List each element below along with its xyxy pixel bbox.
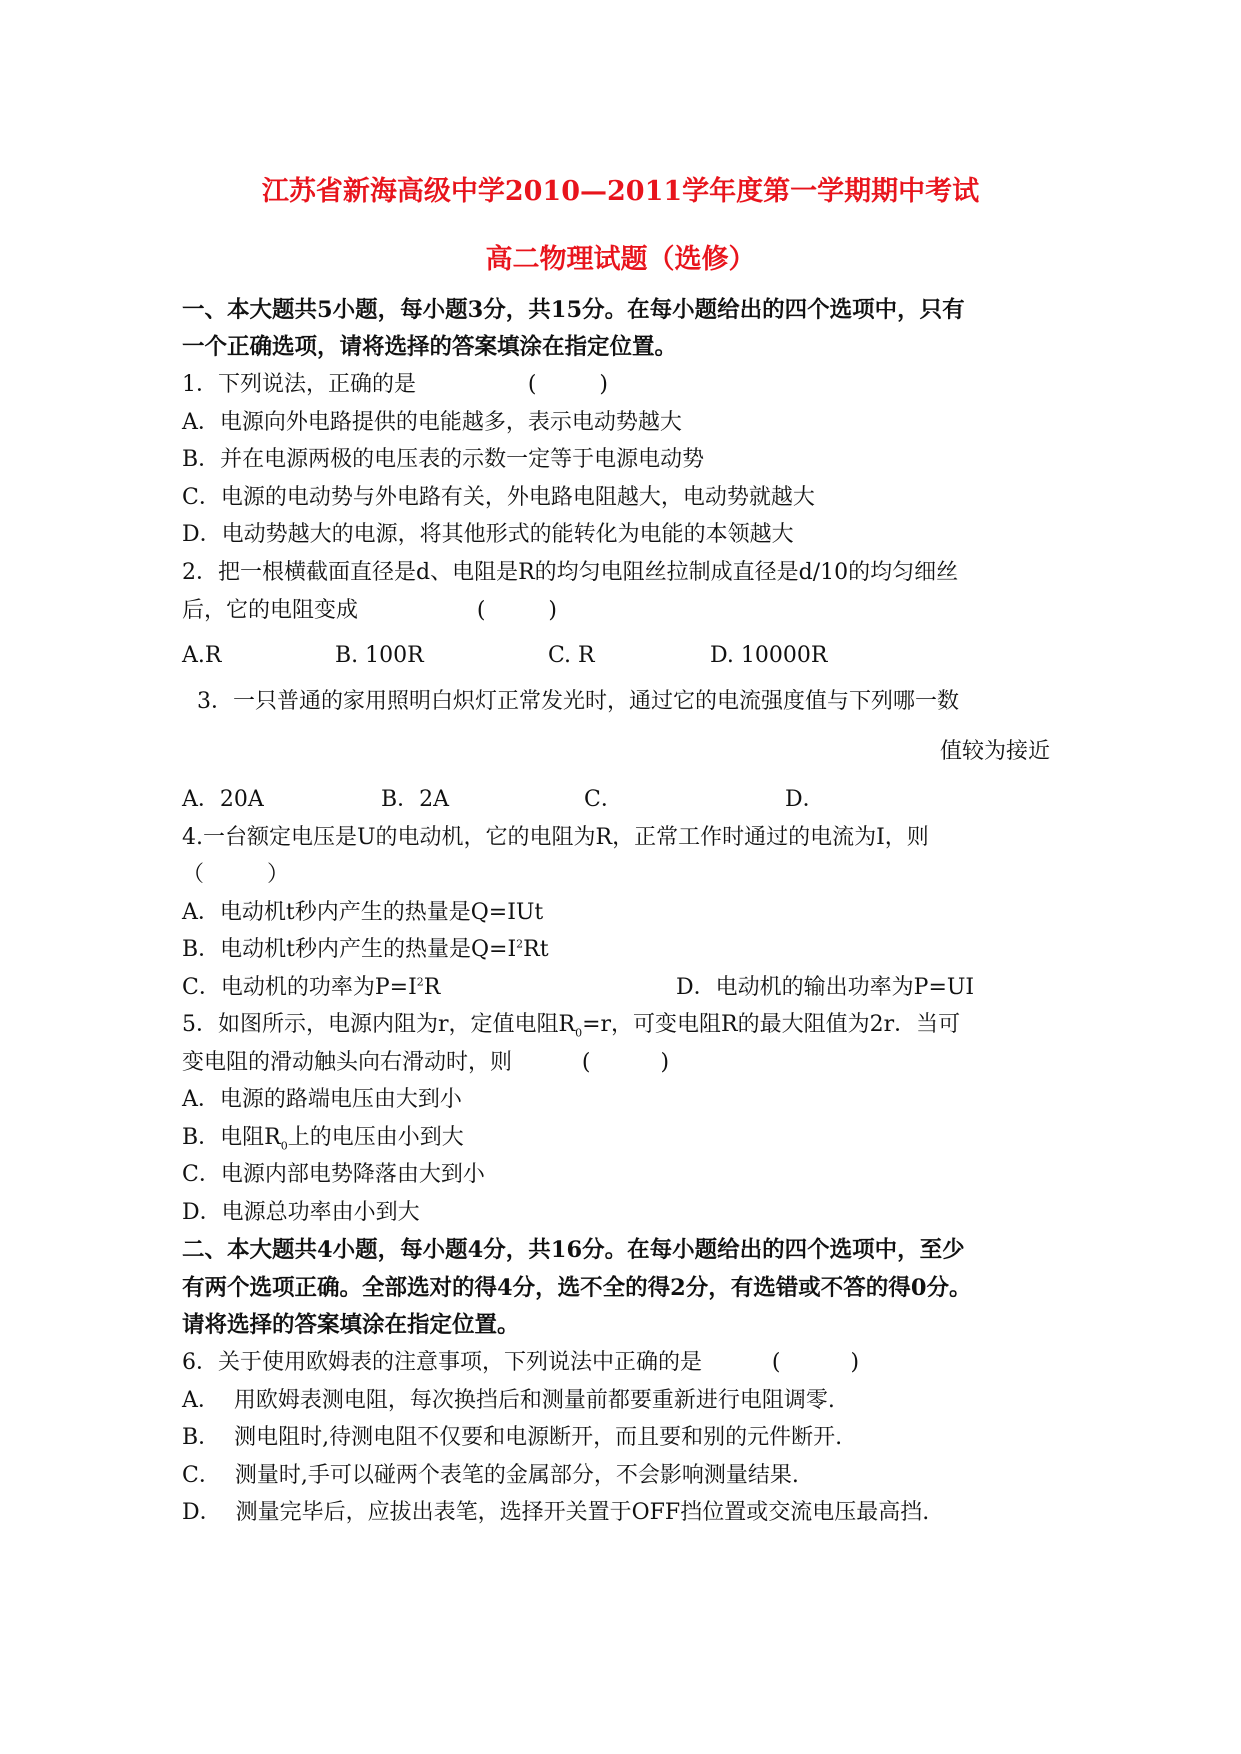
exam-title: 江苏省新海高级中学2010—2011学年度第一学期期中考试: [261, 176, 980, 207]
section2-instructions-line2: 有两个选项正确。全部选对的得4分，选不全的得2分，有选错或不答的得0分。: [182, 1275, 972, 1301]
q4-stem-line2: （ ）: [182, 862, 289, 887]
q2-option-a: A.R: [182, 643, 222, 668]
q6-option-c: C． 测量时,手可以碰两个表笔的金属部分，不会影响测量结果.: [182, 1463, 799, 1488]
q2-option-d: D. 10000R: [710, 643, 828, 668]
q4-option-d: D．电动机的输出功率为P=UI: [676, 975, 975, 1000]
q4-option-a: A．电动机t秒内产生的热量是Q=IUt: [182, 900, 544, 925]
q4-option-c: C．电动机的功率为$P=I^2R$: [182, 975, 441, 1000]
q1-stem: 1．下列说法，正确的是 ( ): [182, 372, 608, 397]
section2-instructions-line3: 请将选择的答案填涂在指定位置。: [182, 1312, 520, 1338]
q2-option-c: C. R: [548, 643, 595, 668]
q5-option-b: B．电阻$R_0$上的电压由小到大: [182, 1125, 464, 1153]
q3-option-d: D．: [785, 787, 825, 812]
q5-option-a: A．电源的路端电压由大到小: [182, 1087, 462, 1112]
exam-subtitle: 高二物理试题（选修）: [485, 244, 756, 275]
section1-instructions-line2: 一个正确选项，请将选择的答案填涂在指定位置。: [182, 334, 678, 360]
q6-option-b: B． 测电阻时,待测电阻不仅要和电源断开，而且要和别的元件断开.: [182, 1425, 843, 1450]
q2-stem-line1: 2．把一根横截面直径是d、电阻是R的均匀电阻丝拉制成直径是d/10的均匀细丝: [182, 560, 959, 585]
q5-stem-line1: 5．如图所示，电源内阻为r，定值电阻$R_0=r$，可变电阻R的最大阻值为2r．当可: [182, 1012, 961, 1040]
q3-option-c: C．: [584, 787, 623, 812]
q1-option-d: D．电动势越大的电源，将其他形式的能转化为电能的本领越大: [182, 522, 794, 547]
q1-option-c: C．电源的电动势与外电路有关，外电路电阻越大，电动势就越大: [182, 485, 815, 510]
q6-option-a: A． 用欧姆表测电阻，每次换挡后和测量前都要重新进行电阻调零.: [182, 1388, 835, 1413]
q3-option-a: A．20A: [182, 787, 264, 812]
q3-stem-line2: 值较为接近: [940, 739, 1051, 764]
q3-stem-line1: 3．一只普通的家用照明白炽灯正常发光时，通过它的电流强度值与下列哪一数: [197, 689, 959, 714]
q6-stem: 6．关于使用欧姆表的注意事项，下列说法中正确的是 ( ): [182, 1350, 860, 1375]
q1-option-a: A．电源向外电路提供的电能越多，表示电动势越大: [182, 410, 682, 435]
q5-stem-line2: 变电阻的滑动触头向右滑动时，则 ( ): [182, 1050, 670, 1075]
q5-option-c: C．电源内部电势降落由大到小: [182, 1162, 485, 1187]
section1-instructions-line1: 一、本大题共5小题，每小题3分，共15分。在每小题给出的四个选项中，只有: [182, 297, 965, 323]
q5-option-d: D．电源总功率由小到大: [182, 1200, 420, 1225]
q6-option-d: D． 测量完毕后，应拔出表笔，选择开关置于OFF挡位置或交流电压最高挡.: [182, 1500, 930, 1525]
q4-option-b: B．电动机t秒内产生的热量是$Q=I^2Rt$: [182, 937, 549, 962]
q2-stem-line2: 后，它的电阻变成 ( ): [182, 598, 557, 623]
q3-option-b: B．2A: [381, 787, 450, 812]
q1-option-b: B．并在电源两极的电压表的示数一定等于电源电动势: [182, 447, 705, 472]
q4-stem-line1: 4.一台额定电压是U的电动机，它的电阻为R，正常工作时通过的电流为I，则: [182, 825, 929, 850]
q2-option-b: B. 100R: [335, 643, 424, 668]
section2-instructions-line1: 二、本大题共4小题，每小题4分，共16分。在每小题给出的四个选项中，至少: [182, 1237, 965, 1263]
